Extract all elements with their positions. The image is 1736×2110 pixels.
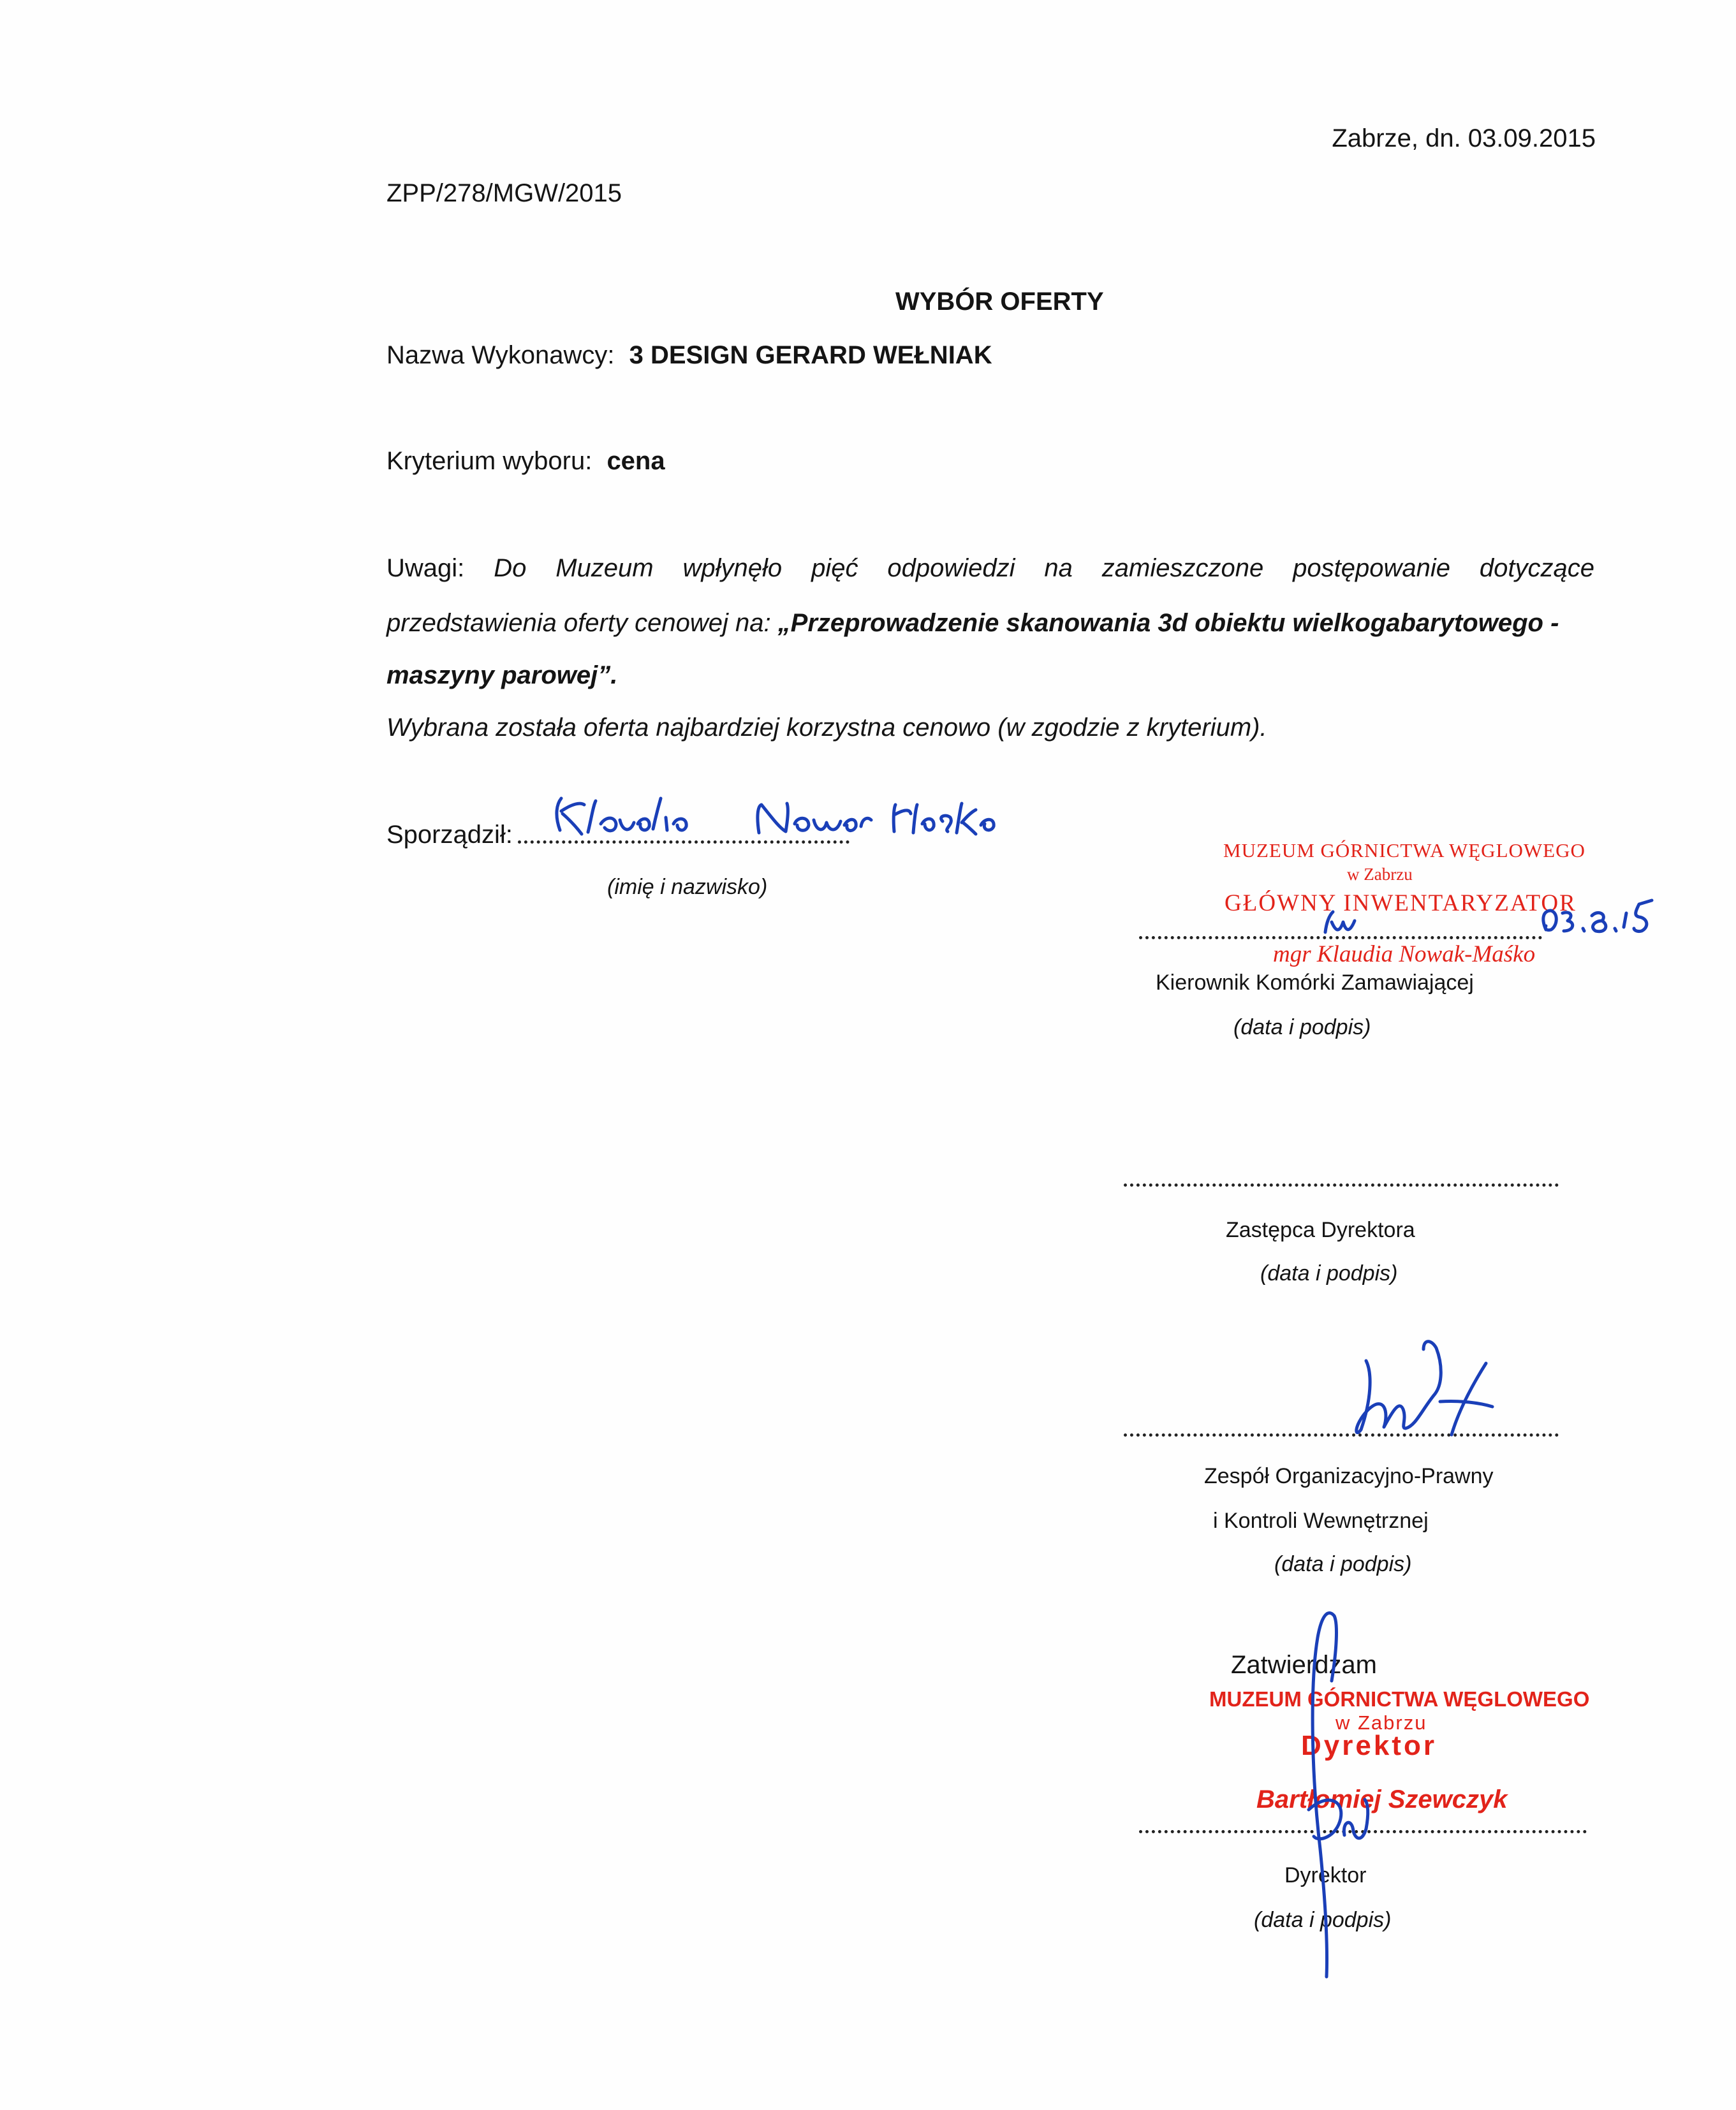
prepared-caption: (imię i nazwisko) <box>607 875 768 899</box>
remarks-subject-1: „Przeprowadzenie skanowania 3d obiektu wielkogabarytowego - <box>777 609 1559 637</box>
head-signature-line <box>1139 936 1542 939</box>
legal-role-line-2: i Kontroli Wewnętrznej <box>1213 1509 1429 1533</box>
legal-role-line-1: Zespół Organizacyjno-Prawny <box>1204 1464 1494 1488</box>
head-role: Kierownik Komórki Zamawiającej <box>1156 971 1474 995</box>
contractor-name: 3 DESIGN GERARD WEŁNIAK <box>629 341 992 369</box>
director-stamp-line-4: Bartłomiej Szewczyk <box>1256 1785 1508 1813</box>
director-stamp-line-1: MUZEUM GÓRNICTWA WĘGLOWEGO <box>1209 1687 1590 1711</box>
remarks-subject-2: maszyny parowej”. <box>386 661 618 689</box>
contractor-label: Nazwa Wykonawcy: <box>386 341 615 369</box>
director-stamp-line-2: w Zabrzu <box>1335 1711 1427 1734</box>
document-title: WYBÓR OFERTY <box>895 288 1104 316</box>
inventory-stamp-line-1: MUZEUM GÓRNICTWA WĘGLOWEGO <box>1223 839 1585 861</box>
director-caption: (data i podpis) <box>1254 1908 1392 1932</box>
director-stamp-line-3: Dyrektor <box>1301 1730 1437 1761</box>
director-role: Dyrektor <box>1284 1863 1367 1887</box>
contractor-line <box>386 339 992 371</box>
criterion-label: Kryterium wyboru: <box>386 447 592 475</box>
remarks-conclusion: Wybrana została oferta najbardziej korzystna cenowo (w zgodzie z kryterium). <box>386 714 1267 742</box>
remarks-line-2 <box>386 607 1559 639</box>
legal-handwritten-signature <box>1357 1342 1492 1435</box>
prepared-handwritten-signature <box>557 798 994 834</box>
criterion-value: cena <box>607 447 665 475</box>
place-date: Zabrze, dn. 03.09.2015 <box>1332 124 1596 152</box>
legal-caption: (data i podpis) <box>1274 1552 1412 1576</box>
inventory-stamp-line-3: GŁÓWNY INWENTARYZATOR <box>1225 890 1577 916</box>
director-signature-line <box>1139 1830 1587 1833</box>
reference-number: ZPP/278/MGW/2015 <box>386 179 622 207</box>
inventory-stamp-line-2: w Zabrzu <box>1347 865 1413 884</box>
prepared-signature-line <box>518 840 850 844</box>
prepared-label: Sporządził: <box>386 821 513 849</box>
deputy-caption: (data i podpis) <box>1260 1261 1398 1286</box>
remarks-label: Uwagi: <box>386 554 465 582</box>
deputy-signature-line <box>1124 1183 1559 1187</box>
approval-heading: Zatwierdzam <box>1231 1651 1377 1679</box>
remarks-text-2: przedstawienia oferty cenowej na: <box>386 609 778 637</box>
remarks-text-1: Do Muzeum wpłynęło pięć odpowiedzi na zamieszczone postępowanie dotyczące <box>494 554 1594 582</box>
inventory-stamp-line-4: mgr Klaudia Nowak-Maśko <box>1273 941 1536 967</box>
criterion-line <box>386 445 665 477</box>
legal-signature-line <box>1124 1433 1559 1437</box>
remarks-line-1 <box>386 552 1594 584</box>
head-caption: (data i podpis) <box>1233 1015 1371 1039</box>
deputy-role: Zastępca Dyrektora <box>1226 1218 1415 1242</box>
